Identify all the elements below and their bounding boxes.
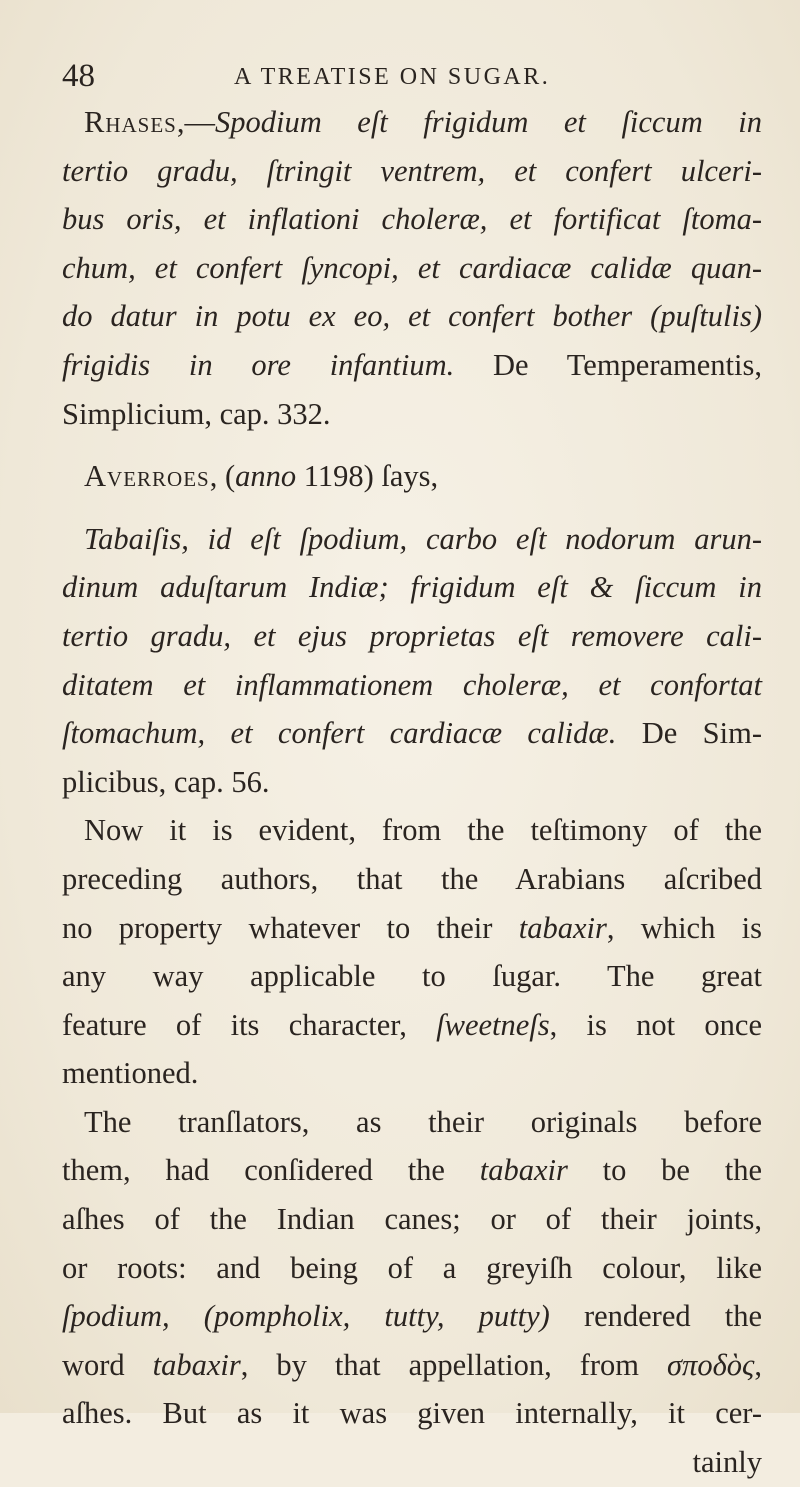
text-line: Now it is evident, from the teſtimony of the bbox=[84, 813, 762, 848]
paragraph-gap bbox=[62, 438, 762, 452]
text-line: ſtomachum, et confert cardiacæ calidæ. De Sim- bbox=[62, 716, 762, 751]
latin-quote: Spodium eſt frigidum et ſiccum in bbox=[215, 105, 762, 139]
text-line: or roots: and being of a greyiſh colour, like bbox=[62, 1250, 762, 1285]
text-line: any way applicable to ſugar. The great bbox=[62, 959, 762, 994]
text-line: feature of its character, ſweetneſs, is not once bbox=[62, 1007, 762, 1042]
author-name-averroes: Averroes bbox=[84, 459, 210, 494]
text-line: Averroes, (anno 1198) ſays, bbox=[84, 459, 439, 494]
page-number: 48 bbox=[62, 58, 95, 94]
text-line: word tabaxir, by that appellation, from σποδὸς, bbox=[62, 1347, 762, 1382]
text-line: do datur in potu ex eo, et confert bother (puſtulis) bbox=[62, 299, 762, 334]
body-text bbox=[62, 98, 762, 1487]
text-line: ſpodium, (pompholix, tutty, putty) rendered the bbox=[62, 1299, 762, 1334]
text-line: dinum aduſtarum Indiæ; frigidum eſt & ſiccum in bbox=[62, 570, 762, 605]
text-line: preceding authors, that the Arabians aſcribed bbox=[62, 861, 762, 896]
text-line: chum, et confert ſyncopi, et cardiacæ calidæ quan- bbox=[62, 250, 762, 285]
page-header bbox=[62, 58, 762, 98]
catchword: tainly bbox=[692, 1445, 762, 1480]
citation: De Sim- bbox=[616, 716, 762, 751]
paragraph-gap bbox=[62, 501, 762, 515]
citation: De Temperamentis, bbox=[454, 347, 762, 382]
text-line: bus oris, et inflationi choleræ, et fortificat ſtoma- bbox=[62, 202, 762, 237]
text-line: them, had conſidered the tabaxir to be the bbox=[62, 1153, 762, 1188]
text-line: Simplicium, cap. 332. bbox=[62, 396, 331, 431]
text-line: mentioned. bbox=[62, 1056, 199, 1091]
text-line: plicibus, cap. 56. bbox=[62, 764, 270, 799]
text-line: The tranſlators, as their originals before bbox=[84, 1104, 762, 1139]
running-title: A TREATISE ON SUGAR. bbox=[234, 64, 551, 90]
text-line: tertio gradu, et ejus proprietas eſt removere cali- bbox=[62, 618, 762, 653]
author-name-rhases: Rhases bbox=[84, 105, 177, 139]
text-line: Rhases,—Spodium eſt frigidum et ſiccum in bbox=[84, 105, 762, 139]
text-line: frigidis in ore infantium. De Temperamentis, bbox=[62, 347, 762, 382]
greek-word: σποδὸς bbox=[667, 1347, 755, 1382]
text-line: Tabaiſis, id eſt ſpodium, carbo eſt nodorum arun- bbox=[84, 521, 762, 556]
text-line: tertio gradu, ſtringit ventrem, et confert ulceri- bbox=[62, 153, 762, 188]
text-line: ditatem et inflammationem choleræ, et confortat bbox=[62, 667, 762, 702]
text-line: aſhes of the Indian canes; or of their joints, bbox=[62, 1202, 762, 1237]
text-line: no property whatever to their tabaxir, which is bbox=[62, 910, 762, 945]
text-line: aſhes. But as it was given internally, it cer- bbox=[62, 1396, 762, 1431]
